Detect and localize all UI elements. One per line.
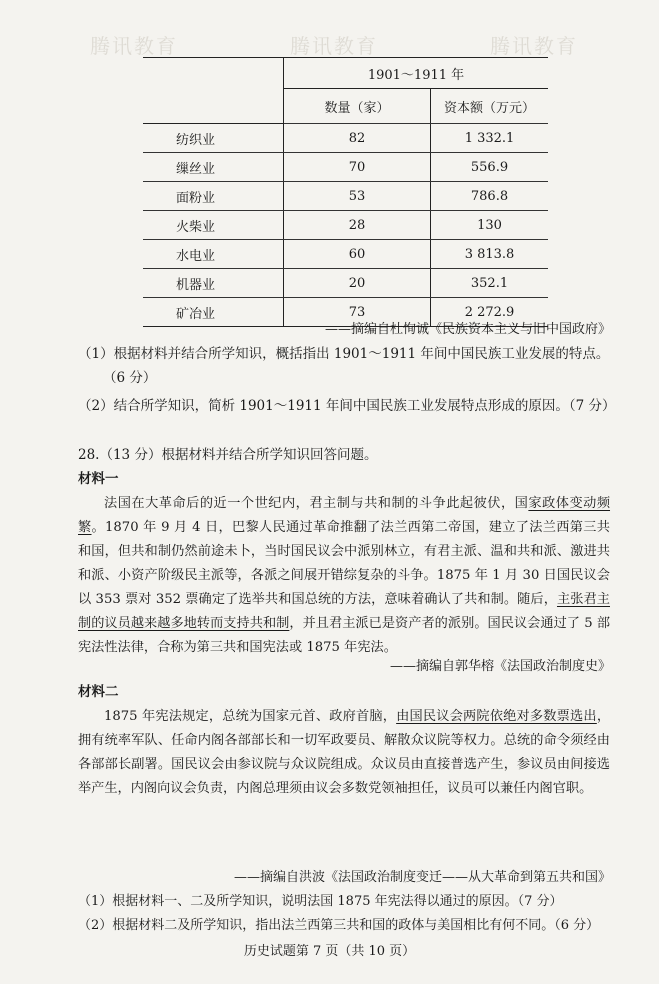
count-cell: 70 [284,153,431,182]
count-cell: 60 [284,240,431,269]
count-cell: 28 [284,211,431,240]
industry-data-table [143,57,548,327]
capital-cell: 2 272.9 [431,298,549,327]
capital-cell: 1 332.1 [431,124,549,153]
watermark: 腾讯教育 [290,34,378,58]
table-row [143,153,548,182]
material-1-source: ——摘编自郭华榕《法国政治制度史》 [389,659,611,674]
industry-cell: 火柴业 [143,211,284,240]
question-27-1-score: （6 分） [103,370,157,386]
capital-cell: 352.1 [431,269,549,298]
industry-cell: 机器业 [143,269,284,298]
capital-cell: 130 [431,211,549,240]
table-source: ——摘编自杜恂诚《民族资本主义与旧中国政府》 [324,322,611,337]
page-footer: 历史试题第 7 页（共 10 页） [243,944,416,959]
count-cell: 82 [284,124,431,153]
material-2-source: ——摘编自洪波《法国政治制度变迁——从大革命到第五共和国》 [233,870,611,885]
industry-cell: 水电业 [143,240,284,269]
question-28-heading: 28.（13 分）根据材料并结合所学知识回答问题。 [78,447,378,463]
capital-cell: 556.9 [431,153,549,182]
year-header: 1901～1911 年 [284,58,549,89]
capital-cell: 786.8 [431,182,549,211]
material-1-label: 材料一 [78,471,119,487]
table-row [143,240,548,269]
table-row [143,211,548,240]
question-27-1: （1）根据材料并结合所学知识，概括指出 1901～1911 年间中国民族工业发展的特点。 [78,346,610,362]
question-28-2: （2）根据材料二及所学知识，指出法兰西第三共和国的政体与美国相比有何不同。（6 分） [78,918,600,933]
industry-cell: 矿冶业 [143,298,284,327]
table-row [143,269,548,298]
material-2-label: 材料二 [78,684,119,700]
watermark: 腾讯教育 [90,34,178,58]
industry-cell: 面粉业 [143,182,284,211]
table-row [143,182,548,211]
column-header-count: 数量（家） [284,89,431,124]
watermark: 腾讯教育 [490,34,578,58]
industry-cell: 纺织业 [143,124,284,153]
count-cell: 73 [284,298,431,327]
column-header-capital: 资本额（万元） [431,89,549,124]
material-1-text: 法国在大革命后的近一个世纪内，君主制与共和制的斗争此起彼伏，国家政体变动频繁。1870 年 9 月 4 日，巴黎人民通过革命推翻了法兰西第二帝国，建立了法兰西第三共和国，但共和制仍然前途未卜，当时国民议会中派别林立，有君主派、温和共和派、激进共和派、小资产阶级民主派等，各派之间展开错综复杂的斗争。1875 年 1 月 30 日国民议会以 353 票对 352 票确定了选举共和国总统的方法，意味着确认了共和制。随后，主张君主制的议员越来越多地转而支持共和制，并且君主派已是资产者的派别。国民议会通过了 5 部宪法性法律，合称为第三共和国宪法或 1875 年宪法。 [78,496,611,655]
table-row [143,124,548,153]
count-cell: 53 [284,182,431,211]
industry-cell: 缫丝业 [143,153,284,182]
capital-cell: 3 813.8 [431,240,549,269]
question-28-1: （1）根据材料一、二及所学知识，说明法国 1875 年宪法得以通过的原因。（7 分） [78,894,563,909]
table-corner [143,58,284,124]
question-27-2: （2）结合所学知识，简析 1901～1911 年间中国民族工业发展特点形成的原因。（7 分） [78,398,616,414]
material-2-text: 1875 年宪法规定，总统为国家元首、政府首脑，由国民议会两院依绝对多数票选出，拥有统率军队、任命内阁各部部长和一切军政要员、解散众议院等权力。总统的命令须经由各部部长副署。国民议会由参议院与众议院组成。众议员由直接普选产生，参议员由间接选举产生，内阁向议会负责，内阁总理须由议会多数党领袖担任，议员可以兼任内阁官职。 [78,709,610,796]
count-cell: 20 [284,269,431,298]
